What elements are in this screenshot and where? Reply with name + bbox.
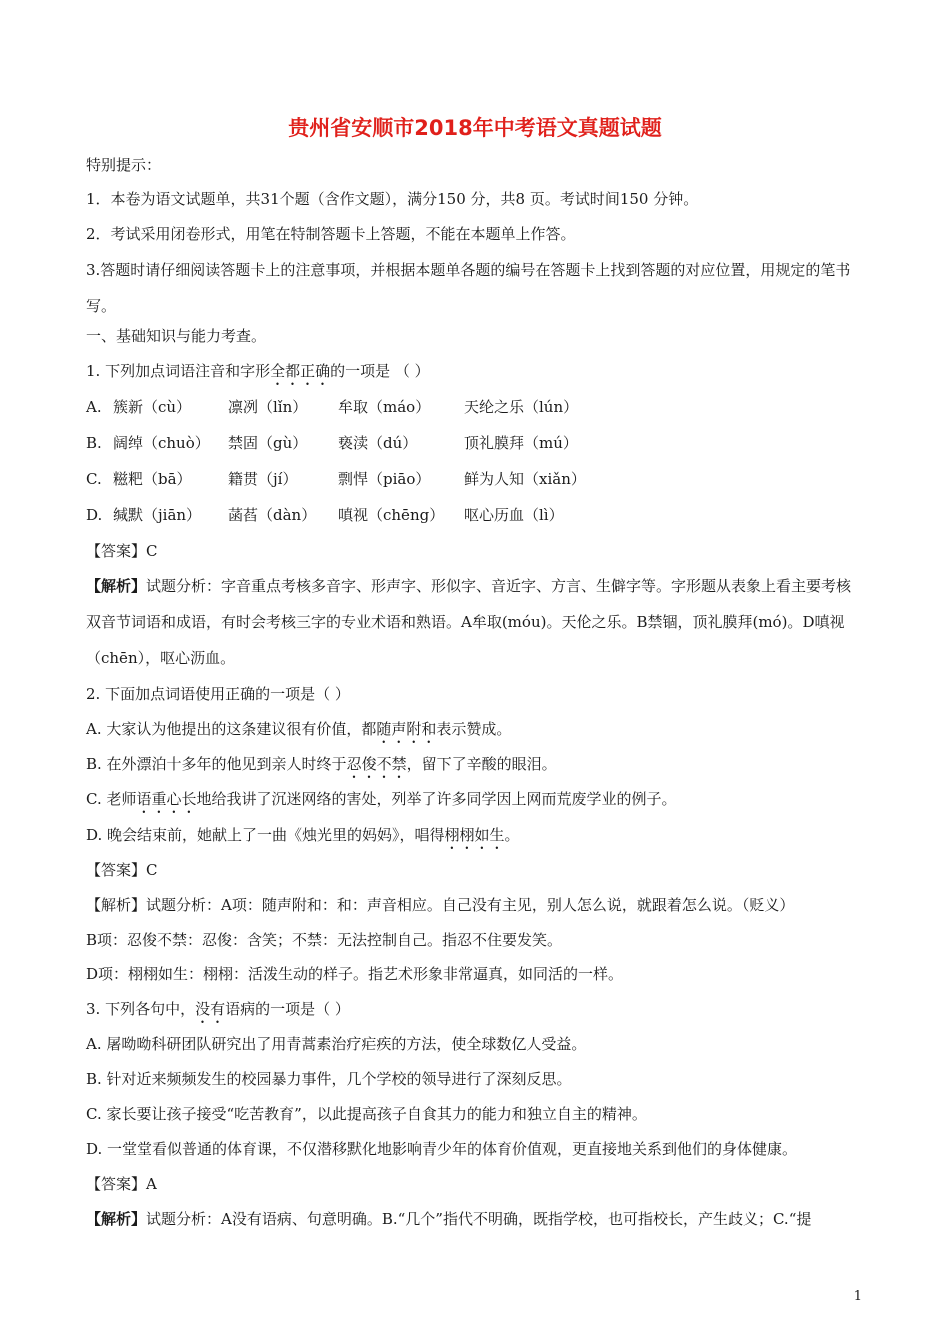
q2-option-d: D. 晚会结束前，她献上了一曲《烛光里的妈妈》，唱得栩栩如生。 [86,826,520,844]
section-heading: 一、基础知识与能力考查。 [86,327,267,345]
q3-option-b: B. 针对近来频频发生的校园暴力事件，几个学校的领导进行了深刻反思。 [86,1070,572,1088]
q1-analysis: 【解析】试题分析：字音重点考核多音字、形声字、形似字、音近字、方言、生僻字等。字形题从表象上看主要考核双音节词语和成语，有时会考核三字的专业术语和熟语。A牟取(móu)。天伦之乐。B禁锢，顶礼膜拜(mó)。D嗔视（chēn），呕心沥血。 [86,577,852,667]
q2-analysis-3: D项：栩栩如生：栩栩：活泼生动的样子。指艺术形象非常逼真，如同活的一样。 [86,965,624,983]
q2-stem: 2. 下面加点词语使用正确的一项是（ ） [86,685,350,703]
document-title: 贵州省安顺市2018年中考语文真题试题 [288,116,662,140]
q3-option-d: D. 一堂堂看似普通的体育课，不仅潜移默化地影响青少年的体育价值观，更直接地关系到他们的身体健康。 [86,1140,798,1158]
q2-answer: 【答案】C [86,861,158,879]
q3-stem: 3. 下列各句中，没有语病的一项是（ ） [86,1000,350,1018]
q2-analysis-1: 【解析】试题分析：A项：随声附和：和：声音相应。自己没有主见，别人怎么说，就跟着怎么说。（贬义） [86,896,795,914]
q1-answer: 【答案】C [86,542,158,560]
q3-option-a: A. 屠呦呦科研团队研究出了用青蒿素治疗疟疾的方法，使全球数亿人受益。 [86,1035,587,1053]
q1-stem: 1. 下列加点词语注音和字形全都正确的一项是 （ ） [86,362,430,380]
q2-option-c: C. 老师语重心长地给我讲了沉迷网络的害处，列举了许多同学因上网而荒废学业的例子。 [86,790,677,808]
q3-analysis: 【解析】试题分析：A没有语病、句意明确。B.“几个”指代不明确，既指学校，也可指校长，产生歧义；C.“提 [86,1210,812,1228]
intro-item-2: 2．考试采用闭卷形式，用笔在特制答题卡上答题，不能在本题单上作答。 [86,225,576,243]
document-page: 贵州省安顺市2018年中考语文真题试题 特别提示： 1．本卷为语文试题单，共31个题（含作文题），满分150 分，共8 页。考试时间150 分钟。 2．考试采用闭卷形式，用笔在特制答题卡上答题，不能在本题单上作答。 3.答题时请仔细阅读答题卡上的注意事项，并根据本题单各题的编号在答题卡上找到答题的对应位置，用规定的笔书写。 一、基础知识与能力考查。 1. 下列加点词语注音和字形全都正确的一项是 （ ） A. 簇新（cù） 凛冽（lǐn） 牟取（máo） 天纶之乐（lún） B. 阔绰（chuò） 禁固（gù） 亵渎（dú） 顶礼膜拜（mú） C. 糍粑（bā） 籍贯（jí） 剽悍（piāo） 鲜为人知（xiǎn） D. 缄默（jiān） 菡萏（dàn） 嗔视（chēng） 呕心历血（lì） 【答案】C 【解析】试题分析：字音重点考核多音字、形声字、形似字、音近字、方言、生僻字等。字形题从表象上看主要考核双音节词语和成语，有时会考核三字的专业术语和熟语。A牟取(móu)。天伦之乐。B禁锢，顶礼膜拜(mó)。D嗔视（chēn），呕心沥血。 2. 下面加点词语使用正确的一项是（ ） A. 大家认为他提出的这条建议很有价值，都随声附和表示赞成。 B. 在外漂泊十多年的他见到亲人时终于忍俊不禁，留下了辛酸的眼泪。 C. 老师语重心长地给我讲了沉迷网络的害处，列举了许多同学因上网而荒废学业的例子。 D. 晚会结束前，她献上了一曲《烛光里的妈妈》，唱得栩栩如生。 【答案】C 【解析】试题分析：A项：随声附和：和：声音相应。自己没有主见，别人怎么说，就跟着怎么说。（贬义） B项：忍俊不禁：忍俊：含笑；不禁：无法控制自己。指忍不住要发笑。 D项：栩栩如生：栩栩：活泼生动的样子。指艺术形象非常逼真，如同活的一样。 3. 下列各句中，没有语病的一项是（ ） A. 屠呦呦科研团队研究出了用青蒿素治疗疟疾的方法，使全球数亿人受益。 B. 针对近来频频发生的校园暴力事件，几个学校的领导进行了深刻反思。 C. 家长要让孩子接受“吃苦教育”，以此提高孩子自食其力的能力和独立自主的精神。 D. 一堂堂看似普通的体育课，不仅潜移默化地影响青少年的体育价值观，更直接地关系到他们的身体健康。 【答案】A 【解析】试题分析：A没有语病、句意明确。B.“几个”指代不明确，既指学校，也可指校长，产生歧义；C.“提 1 [0,0,950,1344]
q2-option-b: B. 在外漂泊十多年的他见到亲人时终于忍俊不禁，留下了辛酸的眼泪。 [86,755,557,773]
intro-item-1: 1．本卷为语文试题单，共31个题（含作文题），满分150 分，共8 页。考试时间150 分钟。 [86,190,699,208]
q2-analysis-2: B项：忍俊不禁：忍俊：含笑；不禁：无法控制自己。指忍不住要发笑。 [86,931,563,949]
q3-answer: 【答案】A [86,1175,157,1193]
page-number: 1 [853,1289,862,1304]
intro-item-3: 3.答题时请仔细阅读答题卡上的注意事项，并根据本题单各题的编号在答题卡上找到答题的对应位置，用规定的笔书写。 [86,261,851,315]
intro-heading: 特别提示： [86,156,162,174]
q2-option-a: A. 大家认为他提出的这条建议很有价值，都随声附和表示赞成。 [86,720,512,738]
q3-option-c: C. 家长要让孩子接受“吃苦教育”，以此提高孩子自食其力的能力和独立自主的精神。 [86,1105,647,1123]
